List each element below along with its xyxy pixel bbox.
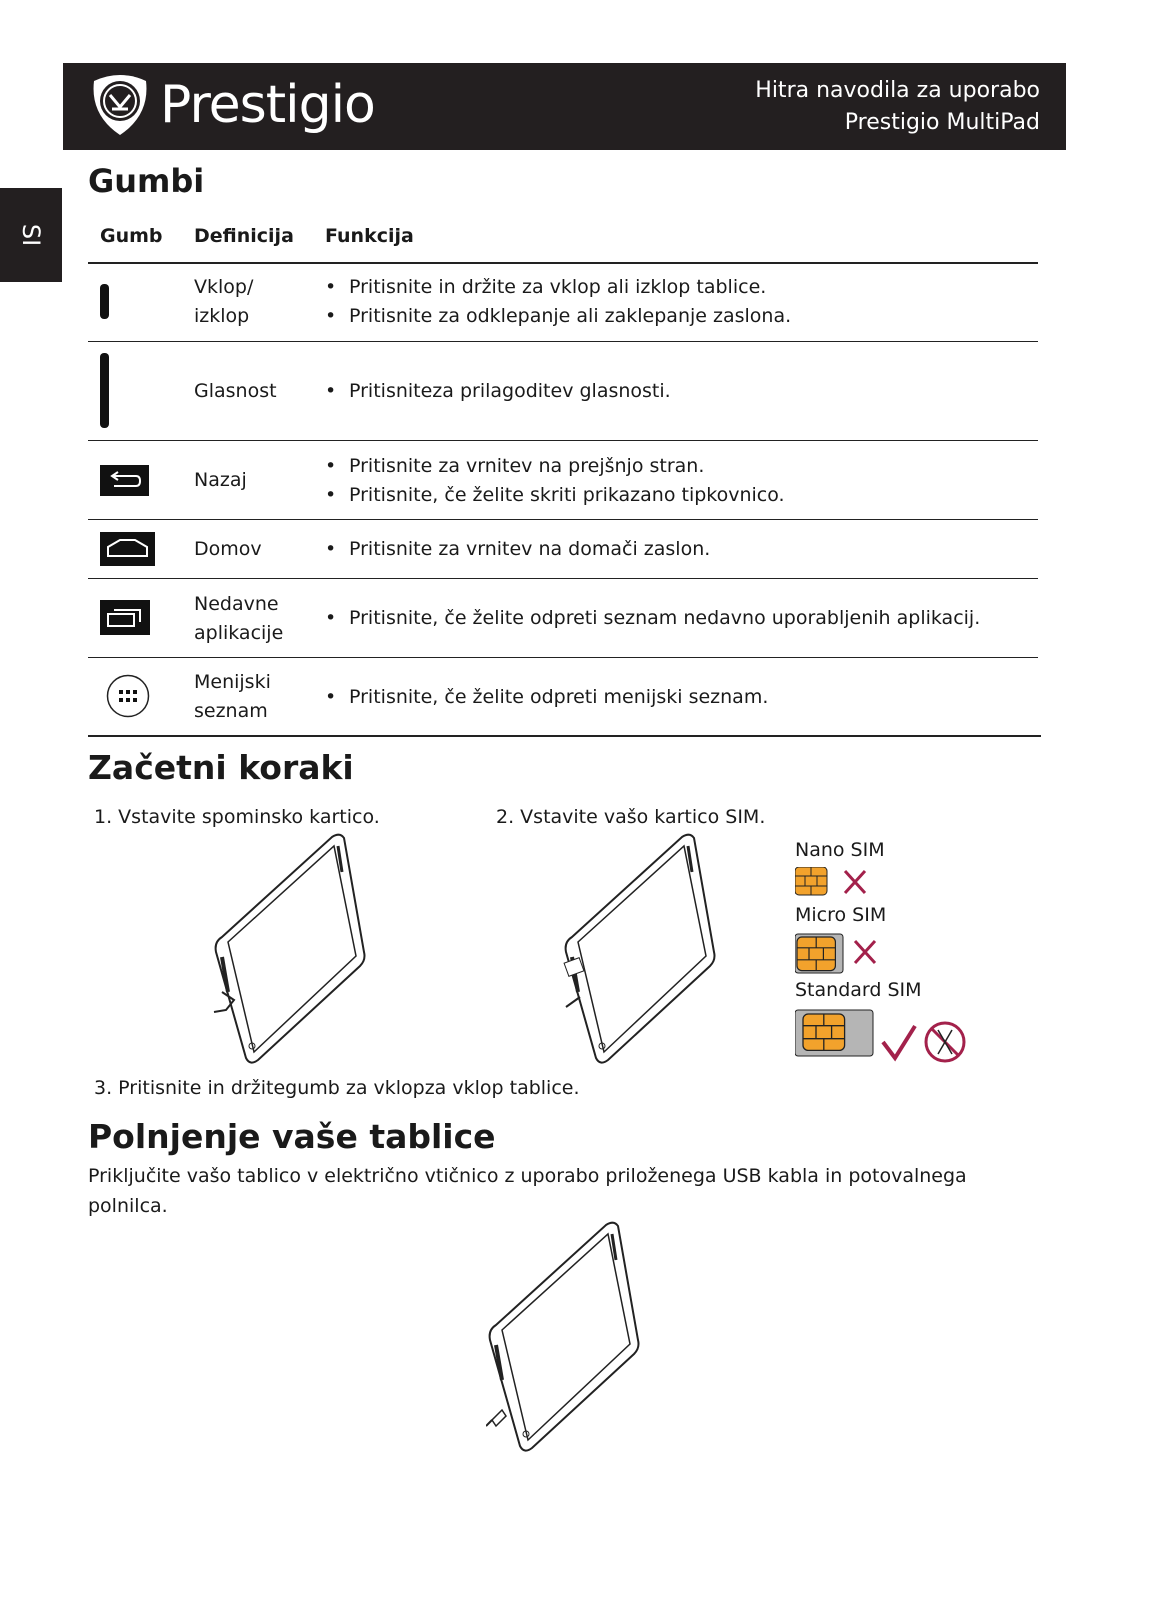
nano-sim-icon <box>795 867 875 899</box>
section-title-getting-started: Začetni koraki <box>88 748 354 787</box>
column-header-function: Funkcija <box>325 225 414 247</box>
shield-logo-icon <box>88 71 152 139</box>
section-title-buttons: Gumbi <box>88 162 205 200</box>
section-title-charging: Polnjenje vaše tablice <box>88 1117 496 1156</box>
home-icon <box>100 532 155 566</box>
step-3: 3. Pritisnite in držitegumb za vklopza vklop tablice. <box>94 1077 580 1099</box>
standard-sim-icon <box>795 1008 975 1066</box>
title-line-1: Hitra navodila za uporabo <box>755 78 1040 103</box>
language-code: SI <box>17 223 45 247</box>
divider <box>88 262 1038 264</box>
charging-text: Priključite vašo tablico v električno vtičnico z uporabo priloženega USB kabla in potovalnega polnilca. <box>88 1165 967 1217</box>
column-header-button: Gumb <box>100 225 163 247</box>
tablet-memory-card-illustration <box>212 832 372 1067</box>
divider <box>88 519 1038 520</box>
step-1: 1. Vstavite spominsko kartico. <box>94 806 380 828</box>
micro-sim-icon <box>795 933 885 975</box>
header-bar <box>63 63 1066 150</box>
standard-sim-label: Standard SIM <box>795 979 922 1001</box>
functions-volume: • Pritisniteza prilagoditev glasnosti. <box>325 377 671 406</box>
power-button-icon <box>100 284 109 319</box>
recent-apps-icon <box>100 600 150 635</box>
functions-back: • Pritisnite za vrnitev na prejšnjo stran. • Pritisnite, če želite skriti prikazano tipkovnico. <box>325 452 785 510</box>
nano-sim-label: Nano SIM <box>795 839 885 861</box>
prestigio-logo <box>88 71 375 139</box>
definition-back: Nazaj <box>194 469 247 491</box>
divider <box>88 735 1041 737</box>
title-line-2: Prestigio MultiPad <box>844 110 1040 135</box>
divider <box>88 657 1038 658</box>
document-title <box>755 75 1040 139</box>
divider <box>88 440 1038 441</box>
definition-menu: Menijski seznam <box>194 671 271 722</box>
tablet-sim-illustration <box>562 832 722 1067</box>
functions-power: • Pritisnite in držite za vklop ali izklop tablice. • Pritisnite za odklepanje ali zaklepanje zaslona. <box>325 273 791 331</box>
functions-menu: • Pritisnite, če želite odpreti menijski seznam. <box>325 683 768 712</box>
back-icon <box>100 465 149 496</box>
definition-volume: Glasnost <box>194 380 277 402</box>
menu-icon <box>106 674 151 719</box>
logo-text: Prestigio <box>160 75 375 135</box>
functions-home: • Pritisnite za vrnitev na domači zaslon. <box>325 535 710 564</box>
functions-recent-apps: • Pritisnite, če želite odpreti seznam nedavno uporabljenih aplikacij. <box>325 604 980 633</box>
divider <box>88 578 1038 579</box>
step-2: 2. Vstavite vašo kartico SIM. <box>496 806 766 828</box>
definition-power: Vklop/ izklop <box>194 276 254 327</box>
volume-button-icon <box>100 353 109 428</box>
definition-home: Domov <box>194 538 262 560</box>
definition-recent-apps: Nedavne aplikacije <box>194 593 284 644</box>
column-header-definition: Definicija <box>194 225 294 247</box>
divider <box>88 341 1038 342</box>
micro-sim-label: Micro SIM <box>795 904 887 926</box>
tablet-charging-illustration <box>486 1220 646 1456</box>
language-tab <box>0 188 62 282</box>
